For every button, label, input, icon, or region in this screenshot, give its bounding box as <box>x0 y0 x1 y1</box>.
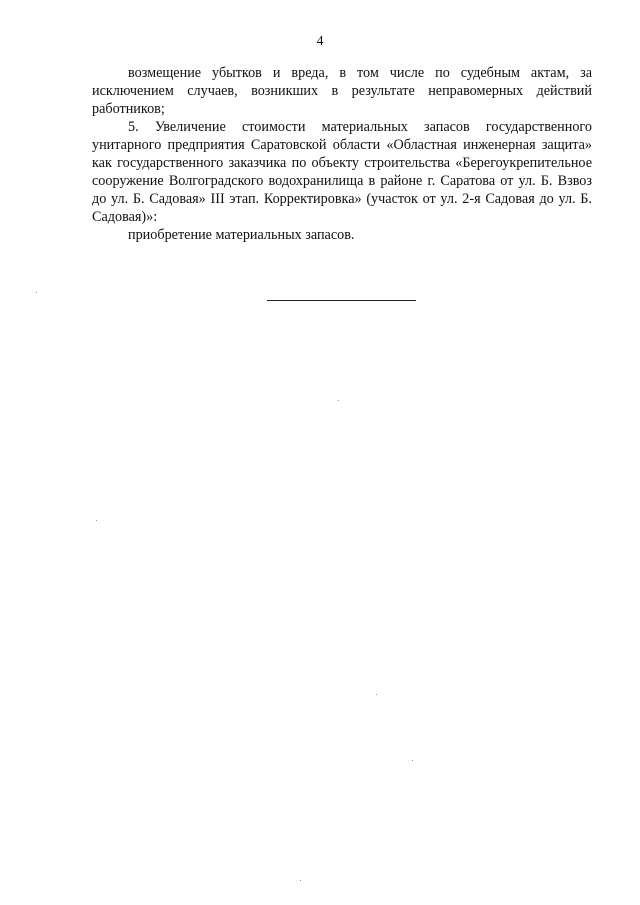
body-text <box>92 64 592 244</box>
scan-speck <box>338 400 339 401</box>
paragraph-item-5: 5. Увеличение стоимости материальных запасов государственного унитарного предприятия Саратовской области «Областная инженерная защита» как государственного заказчика по объекту строительства «Берегоукрепительное сооружение Волгоградского водохранилища в районе г. Саратова от ул. Б. Взвоз до ул. Б. Садовая» III этап. Корректировка» (участок от ул. 2-я Садовая до ул. Б. Садовая)»: <box>92 119 592 225</box>
scan-speck <box>96 520 97 521</box>
scan-speck <box>376 694 377 695</box>
scan-speck <box>36 292 37 293</box>
scan-speck <box>412 760 413 761</box>
page-number: 4 <box>316 34 324 49</box>
paragraph-damages: возмещение убытков и вреда, в том числе по судебным актам, за исключением случаев, возникших в результате неправомерных действий работников; <box>92 65 592 117</box>
paragraph-purchase: приобретение материальных запасов. <box>128 227 355 243</box>
section-divider <box>267 300 416 301</box>
scan-speck <box>300 880 301 881</box>
